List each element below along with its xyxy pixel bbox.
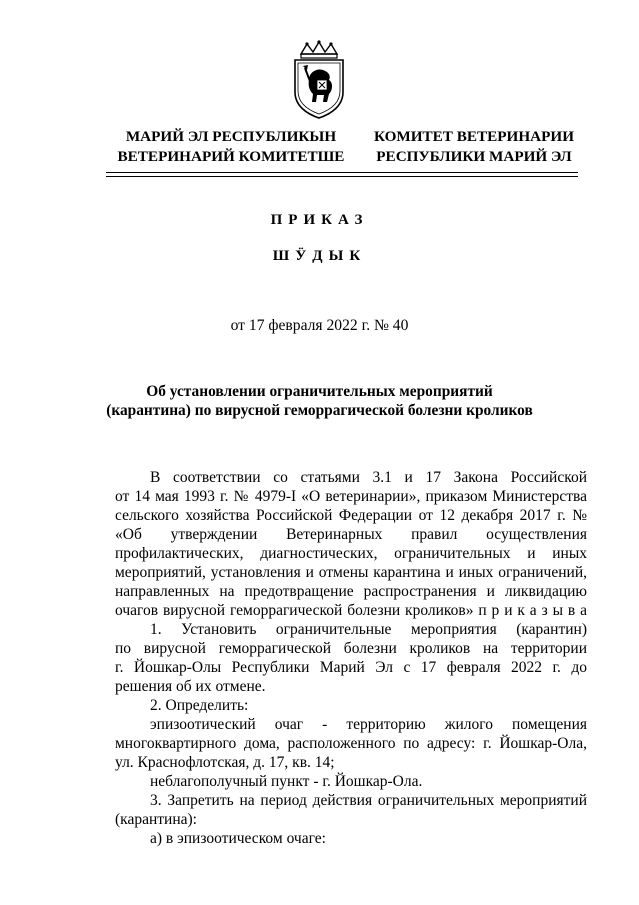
doc-subject-line1: Об установлении ограничительных мероприятий (146, 383, 493, 400)
body-line: 1. Установить ограничительные мероприятия (карантин) (150, 621, 587, 638)
body-line: профилактических, диагностических, ограничительных и иных (115, 545, 587, 562)
header-divider-bottom (106, 176, 578, 177)
header-right-line2: РЕСПУБЛИКИ МАРИЙ ЭЛ (376, 148, 572, 165)
header-right-russian (370, 127, 578, 167)
body-line: В соответствии со статьями 3.1 и 17 Закона Российской (150, 469, 587, 486)
body-line: мероприятий, установления и отмены карантина и иных ограничений, (115, 564, 587, 581)
header-divider-top (106, 172, 578, 173)
body-line: г. Йошкар-Олы Республики Марий Эл с 17 февраля 2022 г. до (115, 659, 587, 676)
header-left-line1: МАРИЙ ЭЛ РЕСПУБЛИКЫН (125, 128, 337, 145)
body-line: сельского хозяйства Российской Федерации от 12 декабря 2017 г. № (115, 507, 587, 524)
doc-subject-line2: (карантина) по вирусной геморрагической болезни кроликов (106, 402, 533, 419)
doc-title-ru: ПРИКАЗ (270, 212, 369, 228)
header-left-line2: ВЕТЕРИНАРИЙ КОМИТЕТШЕ (117, 148, 345, 165)
body-line: по вирусной геморрагической болезни кроликов на территории (115, 640, 587, 657)
body-line: ул. Краснофлотская, д. 17, кв. 14; (115, 754, 335, 771)
body-line: (карантина): (115, 811, 197, 828)
body-line: решения об их отмене. (115, 678, 266, 695)
body-line: многоквартирного дома, расположенного по адресу: г. Йошкар-Ола, (115, 735, 587, 752)
body-line: эпизоотический очаг - территорию жилого помещения (150, 716, 587, 733)
body-line: 2. Определить: (150, 697, 249, 714)
body-line: «Об утверждении Ветеринарных правил осуществления (115, 526, 587, 543)
body-line: направленных на предотвращение распространения и ликвидацию (115, 583, 587, 600)
header-right-line1: КОМИТЕТ ВЕТЕРИНАРИИ (373, 128, 575, 145)
coat-of-arms-emblem (287, 40, 351, 120)
body-line: от 14 мая 1993 г. № 4979-I «О ветеринарии», приказом Министерства (115, 488, 587, 505)
body-line: неблагополучный пункт - г. Йошкар-Ола. (150, 773, 423, 790)
body-line: а) в эпизоотическом очаге: (150, 830, 326, 847)
doc-subject (0, 382, 639, 420)
doc-date-number: от 17 февраля 2022 г. № 40 (230, 317, 409, 334)
body-line: очагов вирусной геморрагической болезни кроликов» п р и к а з ы в а (115, 602, 587, 619)
doc-body (115, 468, 587, 848)
doc-title-mari: ШӰДЫК (272, 248, 367, 264)
body-line: 3. Запретить на период действия ограничительных мероприятий (150, 792, 587, 809)
header-left-mari (113, 127, 349, 167)
